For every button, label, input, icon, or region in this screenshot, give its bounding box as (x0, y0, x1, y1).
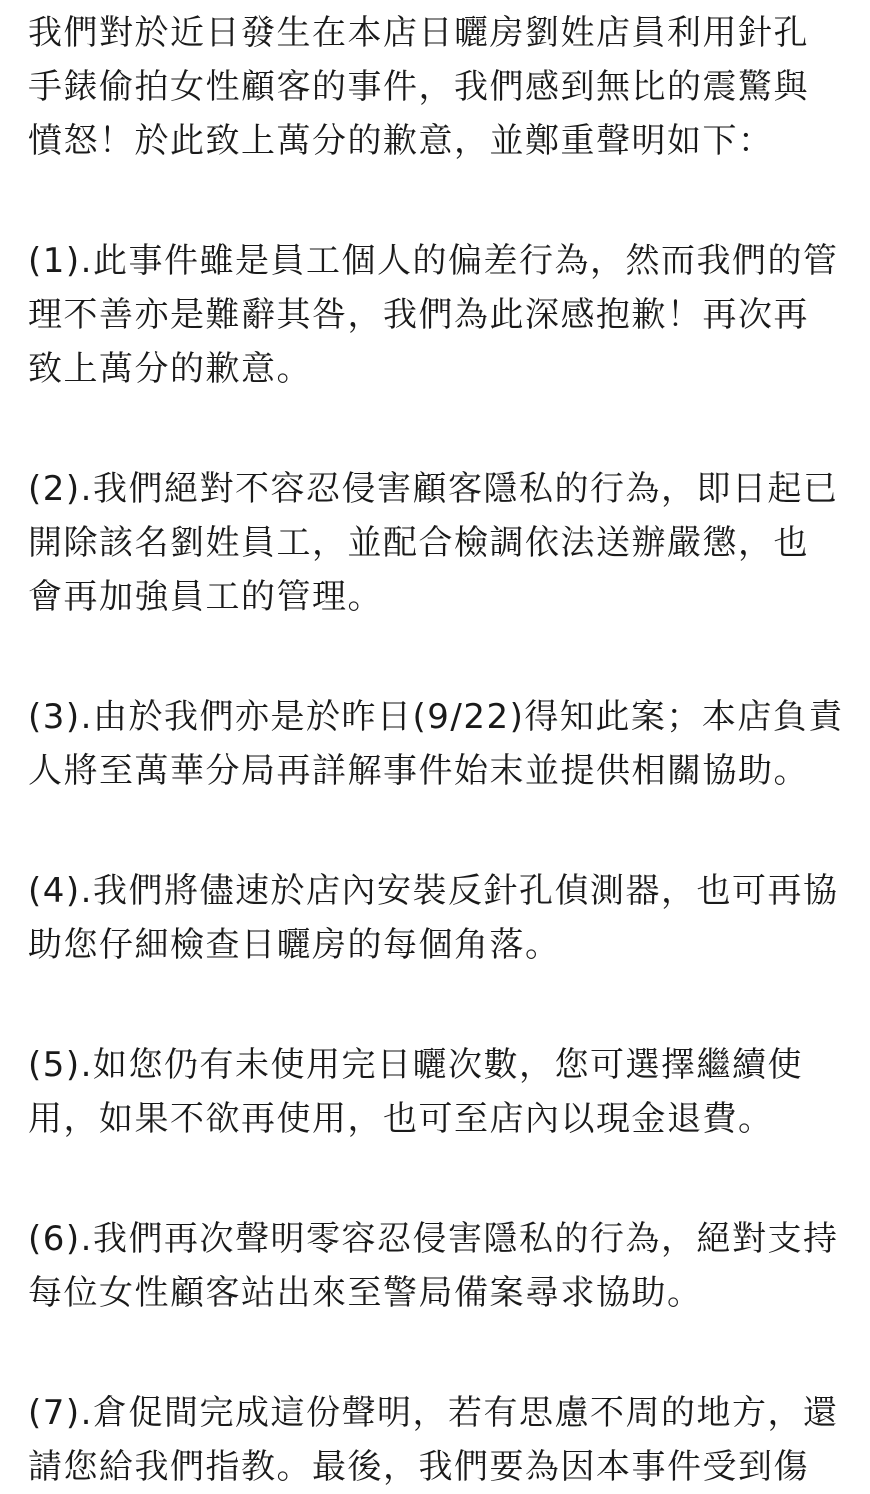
text-line: (7).倉促間完成這份聲明，若有思慮不周的地方，還 (28, 1393, 839, 1433)
text-line: 憤怒！於此致上萬分的歉意，並鄭重聲明如下： (28, 121, 774, 161)
paragraph-item-4 (28, 864, 848, 972)
paragraph-item-6 (28, 1212, 848, 1320)
paragraph-item-2 (28, 462, 848, 624)
text-line: 手錶偷拍女性顧客的事件，我們感到無比的震驚與 (28, 67, 809, 107)
text-line: 開除該名劉姓員工，並配合檢調依法送辦嚴懲，也 (28, 523, 809, 563)
text-line: 用，如果不欲再使用，也可至店內以現金退費。 (28, 1099, 774, 1139)
text-line: (5).如您仍有未使用完日曬次數，您可選擇繼續使 (28, 1045, 803, 1085)
text-line: (4).我們將儘速於店內安裝反針孔偵測器，也可再協 (28, 871, 839, 911)
text-line: (1).此事件雖是員工個人的偏差行為，然而我們的管 (28, 241, 839, 281)
paragraph-item-5 (28, 1038, 848, 1146)
paragraph-item-3 (28, 690, 848, 798)
text-line: (6).我們再次聲明零容忍侵害隱私的行為，絕對支持 (28, 1219, 839, 1259)
text-line: 理不善亦是難辭其咎，我們為此深感抱歉！再次再 (28, 295, 809, 335)
text-line: 請您給我們指教。最後，我們要為因本事件受到傷 (28, 1447, 809, 1487)
text-line: 我們對於近日發生在本店日曬房劉姓店員利用針孔 (28, 13, 809, 53)
paragraph-intro (28, 6, 848, 168)
text-line: (3).由於我們亦是於昨日(9/22)得知此案；本店負責 (28, 697, 844, 737)
statement-document (28, 6, 848, 1494)
text-line: 會再加強員工的管理。 (28, 577, 383, 617)
text-line: 每位女性顧客站出來至警局備案尋求協助。 (28, 1273, 703, 1313)
text-line: 致上萬分的歉意。 (28, 349, 312, 389)
text-line: (2).我們絕對不容忍侵害顧客隱私的行為，即日起已 (28, 469, 839, 509)
paragraph-item-7 (28, 1386, 848, 1494)
text-line: 人將至萬華分局再詳解事件始末並提供相關協助。 (28, 751, 809, 791)
paragraph-item-1 (28, 234, 848, 396)
text-line: 助您仔細檢查日曬房的每個角落。 (28, 925, 561, 965)
